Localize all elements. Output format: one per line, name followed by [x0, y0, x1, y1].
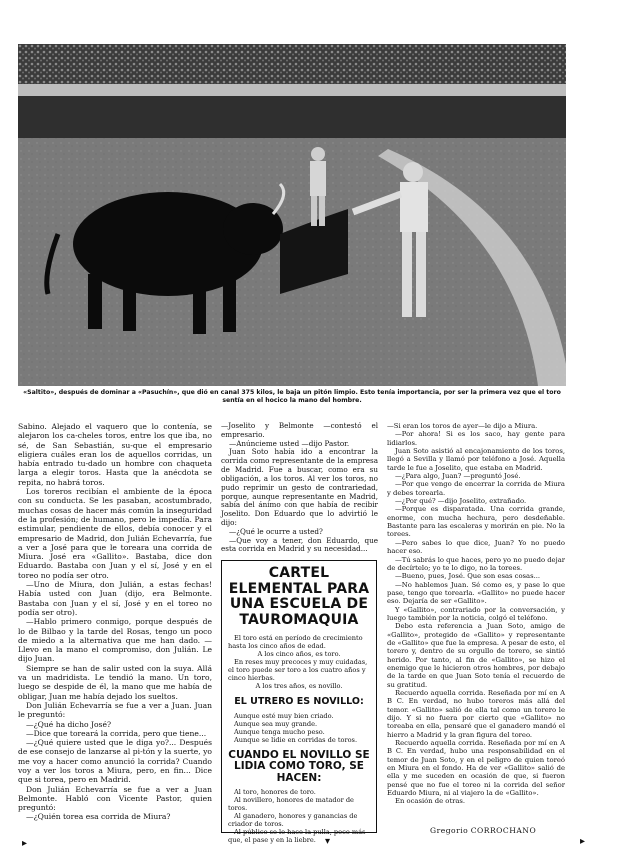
box-paragraph: Aunque tenga mucho peso.	[234, 727, 325, 736]
paragraph: —¿Qué quiere usted que le diga yo?... Después de ese consejo de lanzarse al pi-tón y la suerte, yo me voy a hacer como anunció la corrida? Cuando voy a ver los toros a Miura, pero, en fin... Dice que si torea, pero en Madrid.	[18, 738, 212, 785]
paragraph: Sabino. Alejado el vaquero que lo contenía, se alejaron los ca-cheles toros, entre los que iba, no sé, de San Sebastián, su-que el empresario eligiera cuáles eran los de aquellos corridas, un había entrado tu-dado un hombre con chaqueta larga a elegir toros. Hasta que la anécdota se repita, no habrá toros.	[18, 422, 212, 487]
author-last-name: CORROCHANO	[470, 826, 537, 835]
box-paragraph: A los tres años, es novillo.	[255, 682, 343, 690]
paragraph: En ocasión de otras.	[395, 797, 466, 806]
paragraph: —Tú sabrás lo que haces, pero yo no puedo dejar de decírtelo; yo te lo digo, no la torees.	[387, 555, 565, 572]
box-subtitle-novillo: CUANDO EL NOVILLO SE LIDIA COMO TORO, SE HACEN:	[228, 748, 370, 784]
bullfight-photo-drawing	[18, 44, 566, 386]
column-3	[387, 422, 565, 806]
box-paragraph: Al novillero, honores de matador de toros.	[228, 796, 354, 812]
box-subtitle-utrero: EL UTRERO ES NOVILLO:	[234, 696, 364, 707]
paragraph: Debo esta referencia a Juan Soto, amigo de «Gallito», protegido de «Gallito» y representante de «Gallito» que fue la empresa. A pesar de esto, el torero y, dentro de su orgullo de torero, se sintió herido. Por tanto, al fin de «Gallito», se hizo el enemigo que le hicieron otros hombres, por debajo de la tarde en que Juan Soto tenía el recuerdo de su gratitud.	[387, 622, 565, 689]
paragraph: —¿Por qué? —dijo Joselito, extrañado.	[395, 497, 527, 506]
paragraph: —Porque es disparatada. Una corrida grande, enorme, con mucha hechura, pero desdeñable. Bastante para las escaleras y morirán en pie. No la torees.	[387, 505, 565, 539]
paragraph: —Por que vengo de encerrar la corrida de Miura y debes torearla.	[387, 480, 565, 497]
page-mark-icon: ▾	[325, 836, 331, 847]
paragraph: —¿Quién torea esa corrida de Miura?	[26, 812, 171, 822]
paragraph: —¿Para algo, Juan? —preguntó José.	[395, 472, 521, 481]
box-paragraph: En reses muy precoces y muy cuidadas, el toro puede ser toro a los cuatro años y cinco hierbas.	[228, 658, 368, 682]
paragraph: Don Julián Echevarría se fue a ver a Juan. Juan le preguntó:	[18, 700, 212, 720]
box-paragraph: Aunque se lidie en corridas de toros.	[234, 735, 358, 744]
paragraph: Y «Gallito», contrariado por la conversación, y luego también por la noticia, colgó el teléfono.	[387, 605, 565, 622]
box-paragraph: El toro está en período de crecimiento hasta los cinco años de edad.	[228, 634, 363, 650]
page-mark-icon: ▸	[580, 836, 586, 847]
paragraph: Los toreros recibían el ambiente de la época con su conducta. Se les pasaban, acostumbrado, muchas cosas de hacer más común la inseguridad de la profesión; de humano, pero le impedía. Para estimular, pendiente de ellos, debía conocer y el empresario de Madrid, don Julián Echevarría, fue a ver a José para que le toreara una corrida de Miura. José era «Gallito». Bastaba, dice don Eduardo. Bastaba con Juan y el sí, José y en el toreo no podía ser otro.	[18, 487, 212, 580]
box-paragraph: Al toro, honores de toro.	[234, 788, 316, 796]
paragraph: Recuerdo aquella corrida. Reseñada por mí en A B C. En verdad, hubo una responsabilidad en el temor de Juan Soto, y en el peligro de quien toreó en Miura en el fondo. Ha de ver «Gallito» salió de ella y me suceden en ocasión de que, si fueron pensé que no fue el toreo ni la corrida del señor Eduardo Miura, ni al viajero la de «Gallito».	[387, 739, 565, 798]
box-paragraph: Aunque sea muy grande.	[234, 719, 318, 728]
paragraph: —Anúncieme usted —dijo Pastor.	[229, 438, 350, 448]
caption-text: , después de dominar a «Pasuchín», que dió en canal 375 kilos, le baja un pitón limpio. Esto tenía importancia, por ser la primera vez que el toro sentía en el hocico la mano del hombre.	[54, 389, 561, 405]
paragraph: —Que voy a tener, don Eduardo, que esta corrida en Madrid y su necesidad...	[221, 535, 378, 554]
paragraph: —Joselito y Belmonte —contestó el empresario.	[221, 421, 378, 439]
paragraph: —¿Qué le ocurre a usted?	[229, 526, 323, 536]
cartel-elemental-box	[221, 560, 377, 844]
barrier	[18, 96, 566, 138]
paragraph: Recuerdo aquella corrida. Reseñada por mí en A B C. En verdad, no hubo toreros más allá del temor. «Gallito» salió de ella tal como un torero le dijo. Y si no fuera por cierto que «Gallito» no toreaba en ella, pensaré que el ganadero mandó el hierro a Madrid y la gran figura del toreo.	[387, 689, 565, 739]
photo-caption	[18, 389, 566, 405]
box-paragraph: Aunque esté muy bien criado.	[234, 711, 334, 720]
paragraph: —Pero sabes lo que dice, Juan? Yo no puedo hacer eso.	[387, 538, 565, 556]
paragraph: —Uno de Miura, don Julián, a estas fechas! Había usted con Juan (dijo, era Belmonte. Bastaba con Juan y el sí, José y en el toreo no podía ser otro).	[18, 580, 212, 617]
bullfight-photo	[18, 44, 566, 386]
page-mark-icon: ▸	[22, 838, 28, 849]
paragraph: Juan Soto había ido a encontrar la corrida como representante de la empresa de Madrid. Fue a buscar, como era su obligación, a los toros. Al ver los toros, no pudo reprimir un gesto de contrariedad, porque, aunque representante en Madrid, sabía del ánimo con que había de recibir Joselito. Don Eduardo que lo advirtió le dijo:	[221, 447, 378, 527]
paragraph: —Si eran los toros de ayer—le dijo a Miura.	[387, 422, 538, 430]
box-paragraph: Al ganadero, honores y ganancias de criador de toros.	[228, 812, 358, 828]
box-paragraph: Al público se le hace la pulla, poco más que, el pase y en la liebre.	[228, 828, 366, 844]
box-title: CARTEL ELEMENTAL PARA UNA ESCUELA DE TAUROMAQUIA	[228, 565, 370, 628]
paragraph: —Por ahora! Si es los saco, hay gente para lidiarlos.	[387, 430, 565, 447]
column-2	[221, 422, 378, 554]
column-1	[18, 422, 212, 822]
paragraph: Don Julián Echevarría se fue a ver a Juan Belmonte. Habló con Vicente Pastor, quien preguntó:	[18, 784, 212, 813]
paragraph: —Bueno, pues, José. Que son esas cosas...	[395, 572, 541, 581]
paragraph: —¿Qué ha dicho José?	[26, 719, 112, 729]
author-signature	[430, 826, 536, 835]
box-paragraph: A los cinco años, es toro.	[257, 650, 341, 658]
barrier-top	[18, 84, 566, 96]
paragraph: Juan Soto asistió al encajonamiento de los toros, llegó a Sevilla y llamó por teléfono a José. Aquella tarde le fue a Joselito, que estaba en Madrid.	[387, 447, 565, 472]
author-first-name: Gregorio	[430, 826, 469, 835]
paragraph: —No hablemos Juan. Sé como es, y pase lo que pase, tengo que torearla. «Gallito» no puede hacer eso. Dejaría de ser «Gallito».	[387, 580, 565, 606]
caption-name: «Saltito»	[23, 389, 55, 396]
paragraph: Siempre se han de salir usted con la suya. Allá va un madridista. Le tendió la mano. Un toro, luego se despide de él, la mano que me había de obligar, Juan me había dejado los sueltos.	[18, 663, 212, 701]
paragraph: —Dice que toreará la corrida, pero que tiene...	[26, 728, 207, 738]
paragraph: —Hablo primero conmigo, porque después de lo de Bilbao y la tarde del Rosas, tengo un poco de miedo a la alternativa que me han dado. —Llevo en la mano el compromiso, don Julián. Le dijo Juan.	[18, 617, 212, 664]
